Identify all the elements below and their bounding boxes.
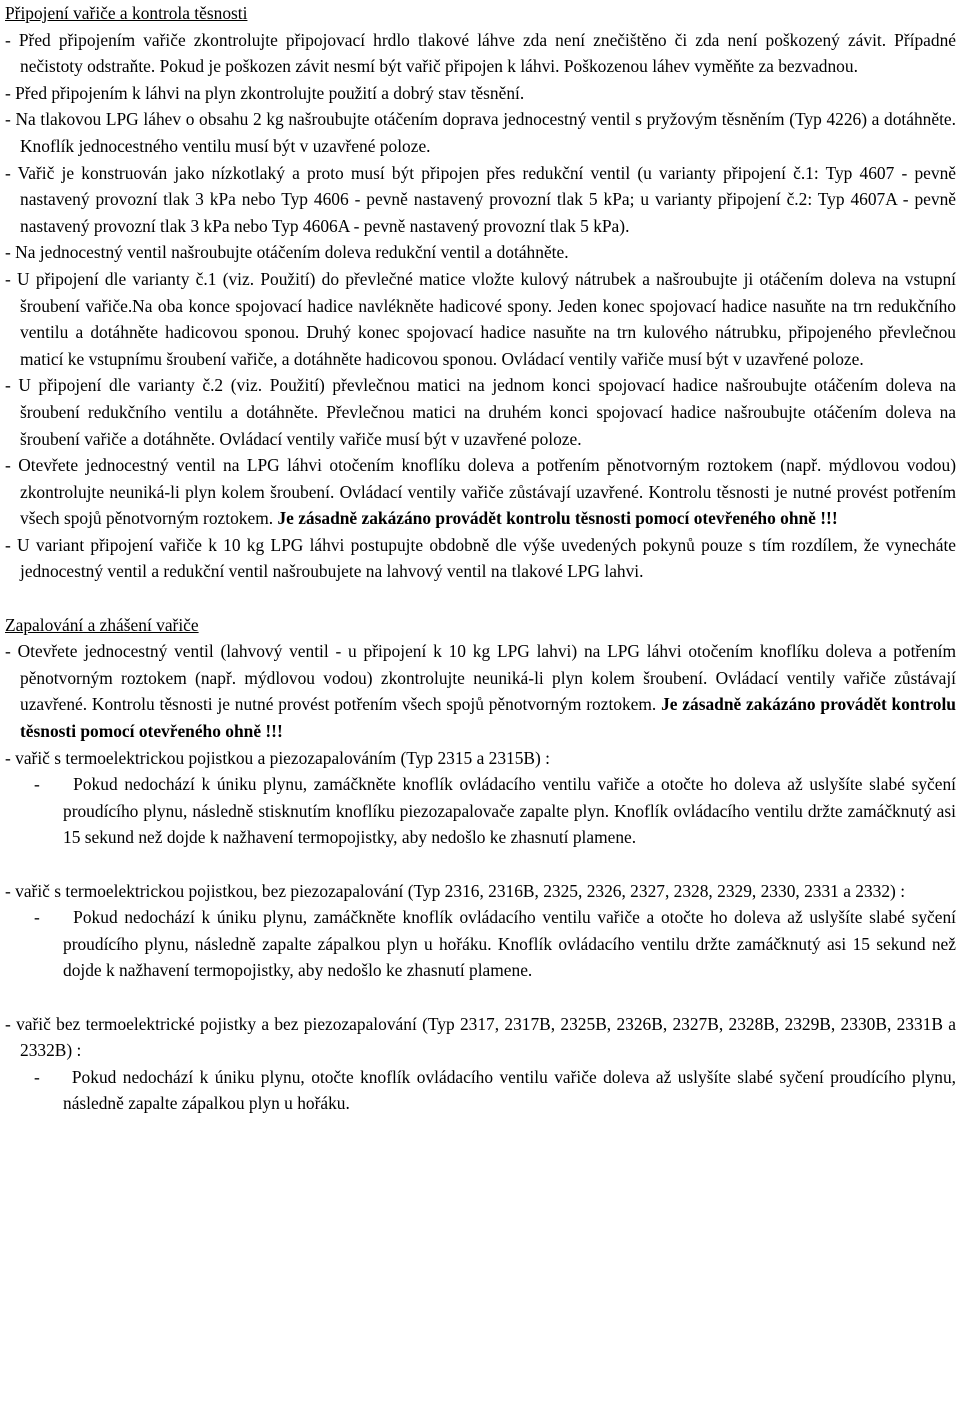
cooker-variant-instruction: - Pokud nedochází k úniku plynu, zamáčkněte knoflík ovládacího ventilu vařiče a otočte ho doleva až uslyšíte slabé syčení proudícího plynu, následně stisknutím knoflíku piezozapalovače zapalte plyn. Knoflík ovládacího ventilu držte zamáčknutý asi 15 sekund než dojde k nažhavení termopojistky, aby nedošlo ke zhasnutí plamene. xyxy=(34,774,956,848)
cooker-variant-title: - vařič s termoelektrickou pojistkou, bez piezozapalování (Typ 2316, 2316B, 2325, 2326, 2327, 2328, 2329, 2330, 2331 a 2332) : xyxy=(5,880,906,901)
cooker-variant-title: - vařič s termoelektrickou pojistkou a piezozapalováním (Typ 2315 a 2315B) : xyxy=(5,747,550,768)
instruction-item: - Na tlakovou LPG láhev o obsahu 2 kg našroubujte otáčením doprava jednocestný ventil s pryžovým těsněním (Typ 4226) a dotáhněte. Knoflík jednocestného ventilu musí být v uzavřené poloze. xyxy=(5,109,956,156)
instruction-item: - U připojení dle varianty č.1 (viz. Použití) do převlečné matice vložte kulový nátrubek a našroubujte ji otáčením doleva na vstupní šroubení vařiče.Na oba konce spojovací hadice navlékněte hadicové spony. Jeden konec spojovací hadice nasuňte na trn redukčního ventilu a dotáhněte hadicovou sponou. Druhý konec spojovací hadice nasuňte na trn kulového nátrubku, připojeného převlečnou maticí ke vstupnímu šroubení vařiče, a dotáhněte hadicovou sponou. Ovládací ventily vařiče musí být v uzavřené poloze. xyxy=(5,268,956,369)
leak-test-warning: Je zásadně zakázáno provádět kontrolu těsnosti pomocí otevřeného ohně !!! xyxy=(277,508,838,529)
group-spacer xyxy=(5,851,956,878)
cooker-variant-title: - vařič bez termoelektrické pojistky a bez piezozapalování (Typ 2317, 2317B, 2325B, 2326B, 2327B, 2328B, 2329B, 2330B, 2331B a 2332B) : xyxy=(5,1013,956,1061)
section-connection xyxy=(5,0,956,585)
open-valve-text: - Otevřete jednocestný ventil (lahvový ventil - u připojení k 10 kg LPG lahvi) na LPG láhvi otočením knoflíku doleva a potřením pěnotvorným roztokem (např. mýdlovou vodou) zkontrolujte neuniká-li plyn kolem šroubení. Ovládací ventily vařiče zůstávají uzavřené. Kontrolu těsnosti je nutné provést potřením všech spojů pěnotvorným roztokem. xyxy=(5,641,956,715)
section-ignition xyxy=(5,612,956,1117)
instruction-item: - Na jednocestný ventil našroubujte otáčením doleva redukční ventil a dotáhněte. xyxy=(5,242,569,263)
instruction-item-leak-test xyxy=(5,452,956,532)
cooker-variant-instruction: - Pokud nedochází k úniku plynu, zamáčkněte knoflík ovládacího ventilu vařiče a otočte ho doleva až uslyšíte slabé syčení proudícího plynu, následně zapalte zápalkou plyn u hořáku. Knoflík ovládacího ventilu držte zamáčknutý asi 15 sekund než dojde k nažhavení termopojistky, aby nedošlo ke zhasnutí plamene. xyxy=(34,907,956,981)
cooker-variant-instruction: - Pokud nedochází k úniku plynu, otočte knoflík ovládacího ventilu vařiče doleva až uslyšíte slabé syčení proudícího plynu, následně zapalte zápalkou plyn u hořáku. xyxy=(34,1066,956,1114)
instruction-item-open-valve xyxy=(5,638,956,744)
instruction-item: - Vařič je konstruován jako nízkotlaký a proto musí být připojen přes redukční ventil (u varianty připojení č.1: Typ 4607 - pevně nastavený provozní tlak 3 kPa nebo Typ 4606 - pevně nastavený provozní tlak 5 kPa; u varianty připojení č.2: Typ 4607A - pevně nastavený provozní tlak 3 kPa nebo Typ 4606A - pevně nastavený provozní tlak 5 kPa). xyxy=(5,162,956,236)
section-heading-connection: Připojení vařiče a kontrola těsnosti xyxy=(5,3,248,23)
leak-test-text: - Otevřete jednocestný ventil na LPG láhvi otočením knoflíku doleva a potřením pěnotvorným roztokem (např. mýdlovou vodou) zkontrolujte neuniká-li plyn kolem šroubení. Ovládací ventily vařiče zůstávají uzavřené. Kontrolu těsnosti je nutné provést potřením všech spojů pěnotvorným roztokem. xyxy=(5,455,956,529)
instruction-item: - U variant připojení vařiče k 10 kg LPG láhvi postupujte obdobně dle výše uvedených pokynů pouze s tím rozdílem, že vynecháte jednocestný ventil a redukční ventil našroubujete na lahvový ventil na tlakové LPG lahvi. xyxy=(5,534,956,582)
instruction-item: - Před připojením vařiče zkontrolujte připojovací hrdlo tlakové láhve zda není znečištěno či zda není poškozený závit. Případné nečistoty odstraňte. Pokud je poškozen závit nesmí být vařič připojen k láhvi. Poškozenou láhev vyměňte za bezvadnou. xyxy=(5,29,956,77)
instruction-item: - U připojení dle varianty č.2 (viz. Použití) převlečnou matici na jednom konci spojovací hadice našroubujte otáčením doleva na šroubení redukčního ventilu a dotáhněte. Převlečnou matici na druhém konci spojovací hadice našroubujte otáčením doleva na šroubení vařiče a dotáhněte. Ovládací ventily vařiče musí být v uzavřené poloze. xyxy=(5,375,956,449)
open-valve-warning: Je zásadně zakázáno provádět kontrolu těsnosti pomocí otevřeného ohně !!! xyxy=(20,694,956,742)
section-spacer xyxy=(5,585,956,612)
group-spacer xyxy=(5,984,956,1011)
instruction-item: - Před připojením k láhvi na plyn zkontrolujte použití a dobrý stav těsnění. xyxy=(5,82,525,103)
section-heading-ignition: Zapalování a zhášení vařiče xyxy=(5,614,199,635)
